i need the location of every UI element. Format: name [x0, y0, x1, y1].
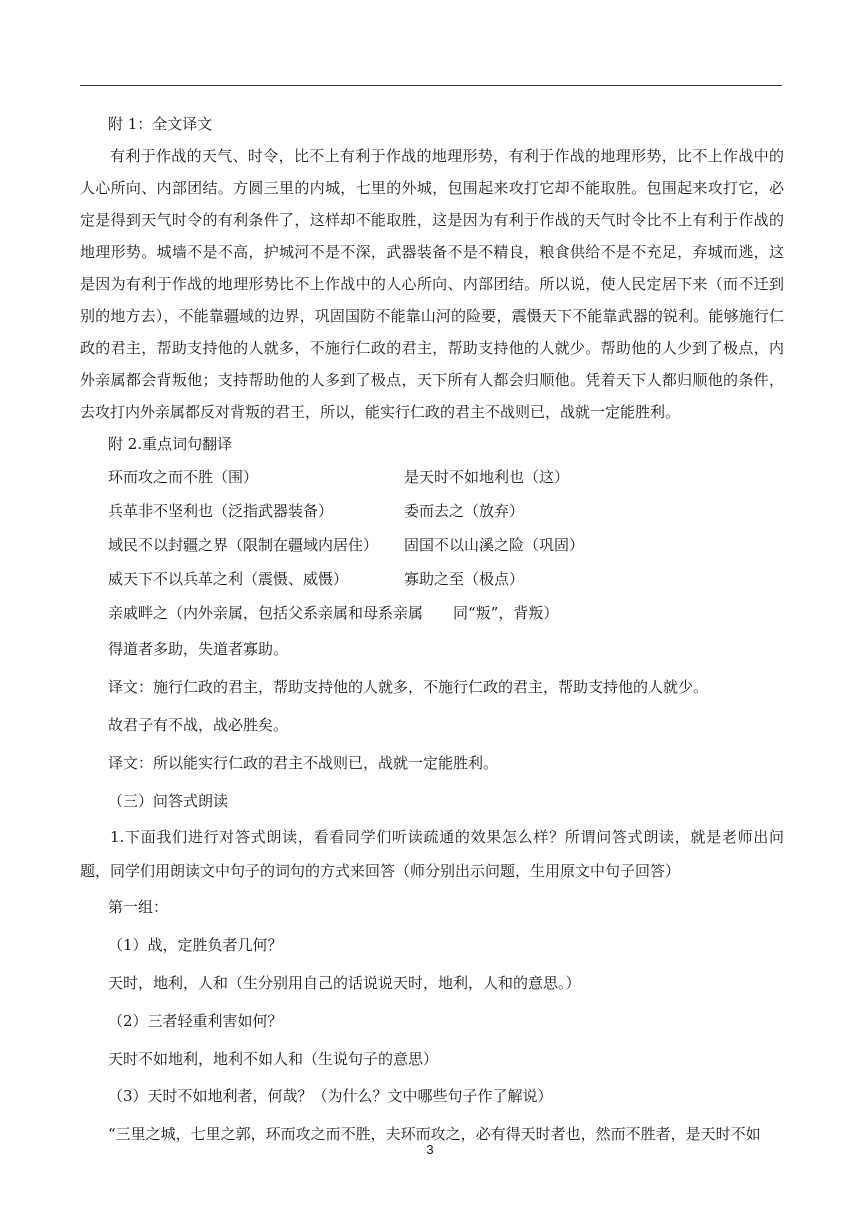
part3-intro: 1.下面我们进行对答式朗读，看看同学们听读疏通的效果怎么样？所谓问答式朗读，就是老师出问题，同学们用朗读文中句子的词句的方式来回答（师分别出示问题，生用原文中句子回答） [80, 828, 784, 880]
vocab-item: 亲戚畔之（内外亲属，包括父系亲属和母系亲属 同“叛”，背叛） [108, 604, 559, 622]
answer: 天时不如地利，地利不如人和（生说句子的意思） [108, 1050, 439, 1068]
vocab-item: 域民不以封疆之界（限制在疆域内居住） [108, 536, 379, 554]
part3-title: （三）问答式朗读 [108, 792, 229, 810]
vocab-item: 环而攻之而不胜（围） [108, 468, 259, 486]
appendix2-title: 附 2.重点词句翻译 [108, 435, 233, 453]
vocab-row [80, 562, 784, 596]
vocab-row [80, 494, 784, 528]
vocab-item: 威天下不以兵革之利（震慑、威慑） [108, 570, 349, 588]
group-label: 第一组： [108, 898, 169, 916]
key-sentence-translation: 译文：所以能实行仁政的君主不战则已，战就一定能胜利。 [108, 754, 499, 772]
appendix1-title: 附 1：全文译文 [108, 115, 213, 133]
vocab-item: 固国不以山溪之险（巩固） [404, 536, 585, 554]
document-body [80, 108, 784, 1154]
vocab-item: 委而去之（放弃） [404, 502, 525, 520]
question: （3）天时不如地利者，何哉？（为什么？文中哪些句子作了解说） [108, 1087, 553, 1105]
answer: 天时，地利，人和（生分别用自己的话说说天时，地利，人和的意思。） [108, 974, 581, 992]
vocab-item: 兵革非不坚利也（泛指武器装备） [108, 502, 334, 520]
key-sentence: 得道者多助，失道者寡助。 [108, 640, 289, 658]
page-number: 3 [426, 1142, 434, 1157]
vocab-row [80, 528, 784, 562]
key-sentence-translation: 译文：施行仁政的君主，帮助支持他的人就多，不施行仁政的君主，帮助支持他的人就少。 [108, 678, 709, 696]
question: （1）战，定胜负者几何？ [108, 936, 283, 954]
vocab-item: 寡助之至（极点） [404, 570, 525, 588]
vocab-row [80, 460, 784, 494]
vocab-item: 是天时不如地利也（这） [404, 468, 570, 486]
vocab-row [80, 596, 784, 630]
key-sentence: 故君子有不战，战必胜矣。 [108, 716, 289, 734]
header-rule [80, 85, 782, 86]
answer: “三里之城，七里之郭，环而攻之而不胜，夫环而攻之，必有得天时者也，然而不胜者，是天时不如 [108, 1125, 761, 1143]
question: （2）三者轻重利害如何？ [108, 1012, 283, 1030]
full-translation-paragraph: 有利于作战的天气、时令，比不上有利于作战的地理形势，有利于作战的地理形势，比不上作战中的人心所向、内部团结。方圆三里的内城，七里的外城，包围起来攻打它却不能取胜。包围起来攻打它，必定是得到天气时令的有利条件了，这样却不能取胜，这是因为有利于作战的天气时令比不上有利于作战的地理形势。城墙不是不高，护城河不是不深，武器装备不是不精良，粮食供给不是不充足，弃城而逃，这是因为有利于作战的地理形势比不上作战中的人心所向、内部团结。所以说，使人民定居下来（而不迁到别的地方去），不能靠疆域的边界，巩固国防不能靠山河的险要，震慑天下不能靠武器的锐利。能够施行仁政的君主，帮助支持他的人就多，不施行仁政的君主，帮助支持他的人就少。帮助他的人少到了极点，内外亲属都会背叛他；支持帮助他的人多到了极点，天下所有人都会归顺他。凭着天下人都归顺他的条件，去攻打内外亲属都反对背叛的君王，所以，能实行仁政的君主不战则已，战就一定能胜利。 [80, 147, 784, 421]
